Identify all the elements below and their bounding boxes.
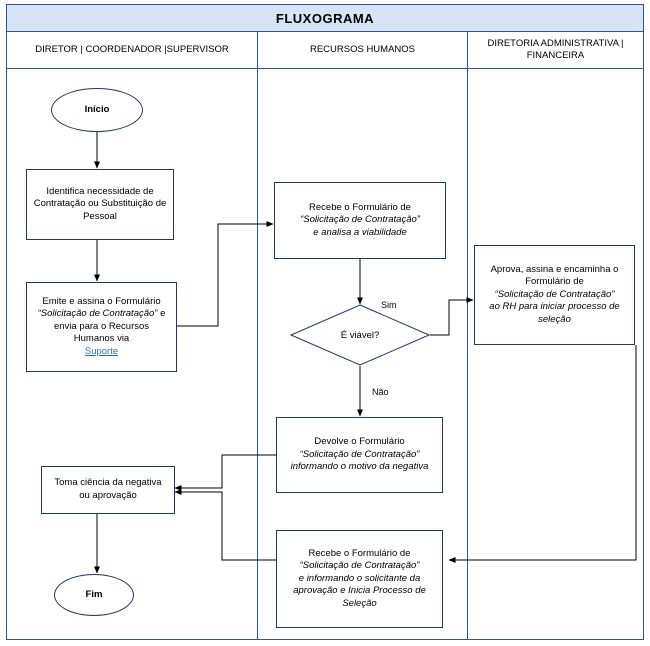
- node-recebe-italic: “Solicitação de Contratação”: [300, 214, 420, 226]
- lane-label-rh: RECURSOS HUMANOS: [309, 44, 416, 56]
- node-recebe-post: e analisa a viabilidade: [313, 226, 407, 238]
- node-toma-ciencia-label: Toma ciência da negativa ou aprovação: [54, 477, 162, 501]
- node-decisao-viavel[interactable]: [290, 304, 430, 366]
- suporte-link[interactable]: Suporte: [84, 345, 119, 357]
- lane-label-diretor: DIRETOR | COORDENADOR |SUPERVISOR: [35, 44, 229, 56]
- edge-label-nao: Não: [372, 387, 389, 397]
- node-recebe-inicia-selecao[interactable]: Recebe o Formulário de “Solicitação de Contratação” e informando o solicitante da aprovação e Inicia Processo de Seleção: [276, 530, 443, 628]
- lane-header-rh: [258, 32, 467, 68]
- node-toma-ciencia[interactable]: [41, 466, 175, 514]
- node-inicio[interactable]: [51, 88, 143, 132]
- node-fim[interactable]: [54, 574, 134, 616]
- lane-header-diretor: [7, 32, 257, 68]
- lane-header-divider: [6, 68, 644, 69]
- page-title: FLUXOGRAMA: [275, 10, 375, 26]
- node-decisao-label: É viável?: [340, 329, 380, 341]
- node-aprova-encaminha[interactable]: Aprova, assina e encaminha o Formulário de “Solicitação de Contratação” ao RH para iniciar processo de seleção: [474, 245, 635, 345]
- edge-label-sim: Sim: [381, 300, 397, 310]
- diagram-title-bar: [6, 4, 644, 32]
- node-identifica-necessidade[interactable]: [26, 169, 174, 240]
- node-fim-label: Fim: [85, 588, 103, 600]
- node-emite-text: Emite e assina o Formulário “Solicitação de Contratação” e envia para o Recursos Humanos via: [37, 295, 166, 345]
- node-identifica-label: Identifica necessidade de Contratação ou Substituição de Pessoal: [33, 185, 167, 222]
- node-emite-formulario[interactable]: [26, 282, 177, 372]
- lane-header-diretoria: [468, 32, 643, 68]
- lane-label-diretoria: DIRETORIA ADMINISTRATIVA | FINANCEIRA: [487, 38, 624, 61]
- lane-divider-2: [467, 32, 468, 640]
- node-inicio-label: Início: [84, 103, 110, 115]
- node-recebe-analisa[interactable]: Recebe o Formulário de “Solicitação de Contratação” e analisa a viabilidade: [274, 182, 446, 259]
- lane-divider-1: [257, 32, 258, 640]
- node-devolve-formulario[interactable]: Devolve o Formulário “Solicitação de Contratação” informando o motivo da negativa: [276, 417, 443, 493]
